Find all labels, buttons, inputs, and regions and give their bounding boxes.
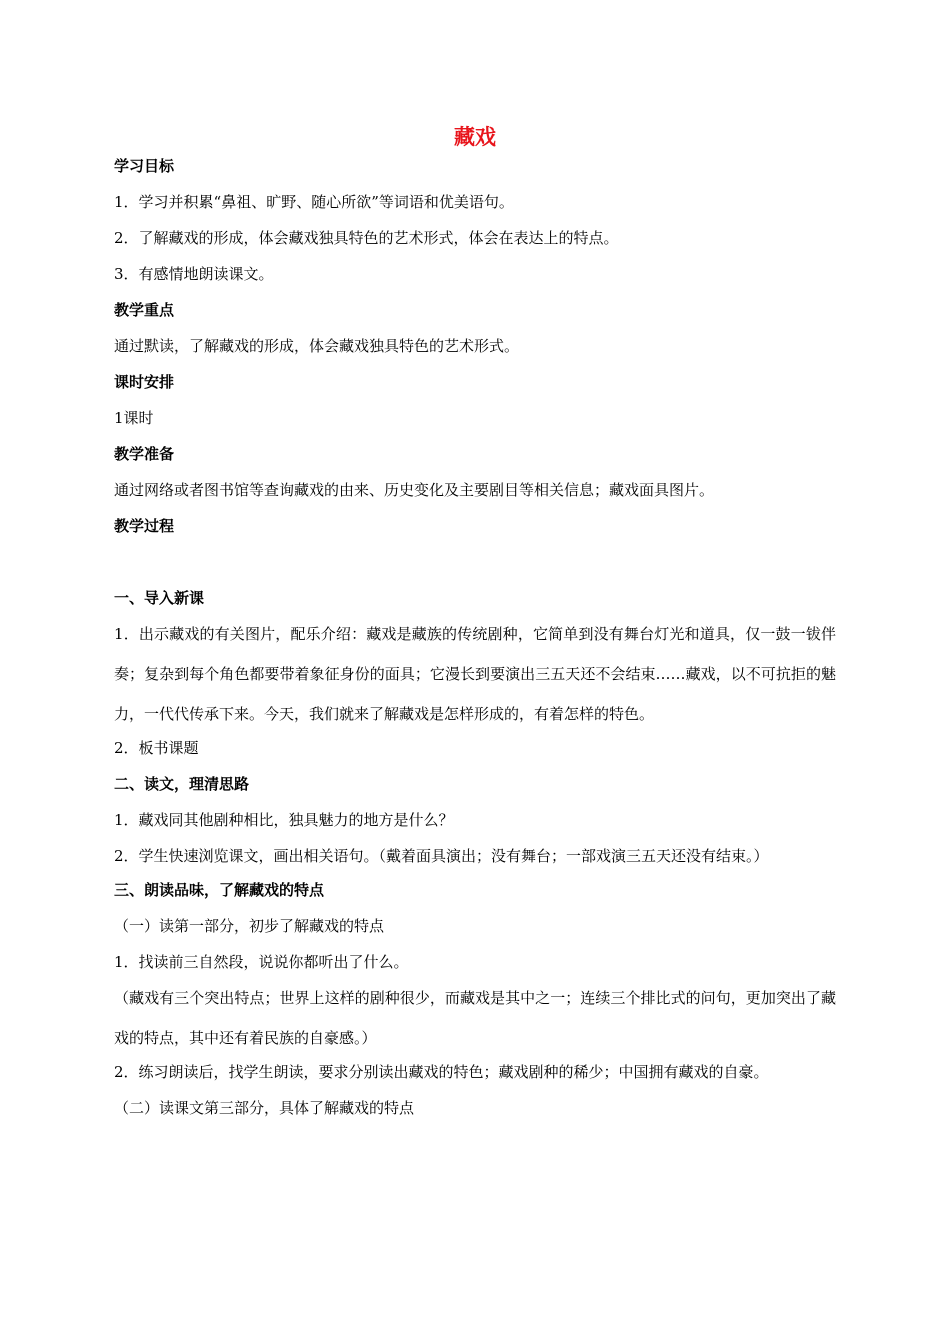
preparation-heading: 教学准备: [114, 445, 175, 463]
process-heading: 教学过程: [114, 517, 175, 535]
key-points-text: 通过默读，了解藏戏的形成，体会藏戏独具特色的艺术形式。: [114, 337, 520, 355]
section1-heading: 一、导入新课: [114, 589, 205, 607]
section3-paragraph-2: 2．练习朗读后，找学生朗读，要求分别读出藏戏的特色；藏戏剧种的稀少；中国拥有藏戏的自豪。: [114, 1063, 769, 1081]
section3-paragraph-1-note: （藏戏有三个突出特点；世界上这样的剧种很少，而藏戏是其中之一；连续三个排比式的问句，更加突出了藏戏的特点，其中还有着民族的自豪感。）: [114, 989, 836, 1047]
document-page: [114, 120, 836, 1118]
page-title: 藏戏: [454, 124, 496, 149]
objective-item-1: 1．学习并积累“鼻祖、旷野、随心所欲”等词语和优美语句。: [114, 193, 514, 211]
objectives-heading: 学习目标: [114, 157, 175, 175]
key-points-heading: 教学重点: [114, 301, 175, 319]
section3-paragraph-1: 1．找读前三自然段，说说你都听出了什么。: [114, 953, 409, 971]
section1-paragraph-2: 2．板书课题: [114, 739, 199, 757]
section3-subheading-2: （二）读课文第三部分，具体了解藏戏的特点: [114, 1099, 415, 1117]
section3-heading: 三、朗读品味，了解藏戏的特点: [114, 881, 325, 899]
objective-item-2: 2．了解藏戏的形成，体会藏戏独具特色的艺术形式，体会在表达上的特点。: [114, 229, 619, 247]
schedule-text: 1课时: [114, 409, 154, 427]
schedule-heading: 课时安排: [114, 373, 175, 391]
preparation-text: 通过网络或者图书馆等查询藏戏的由来、历史变化及主要剧目等相关信息；藏戏面具图片。: [114, 481, 715, 499]
section1-paragraph-1: 1．出示藏戏的有关图片，配乐介绍：藏戏是藏族的传统剧种，它简单到没有舞台灯光和道具，仅一鼓一钹伴奏；复杂到每个角色都要带着象征身份的面具；它漫长到要演出三五天还不会结束……藏戏，以不可抗拒的魅力，一代代传承下来。今天，我们就来了解藏戏是怎样形成的，有着怎样的特色。: [114, 625, 836, 723]
section2-paragraph-1: 1．藏戏同其他剧种相比，独具魅力的地方是什么？: [114, 811, 454, 829]
objective-item-3: 3．有感情地朗读课文。: [114, 265, 274, 283]
section2-heading: 二、读文，理清思路: [114, 775, 250, 793]
section2-paragraph-2: 2．学生快速浏览课文，画出相关语句。（戴着面具演出；没有舞台；一部戏演三五天还没有结束。）: [114, 847, 769, 865]
section3-subheading-1: （一）读第一部分，初步了解藏戏的特点: [114, 917, 385, 935]
